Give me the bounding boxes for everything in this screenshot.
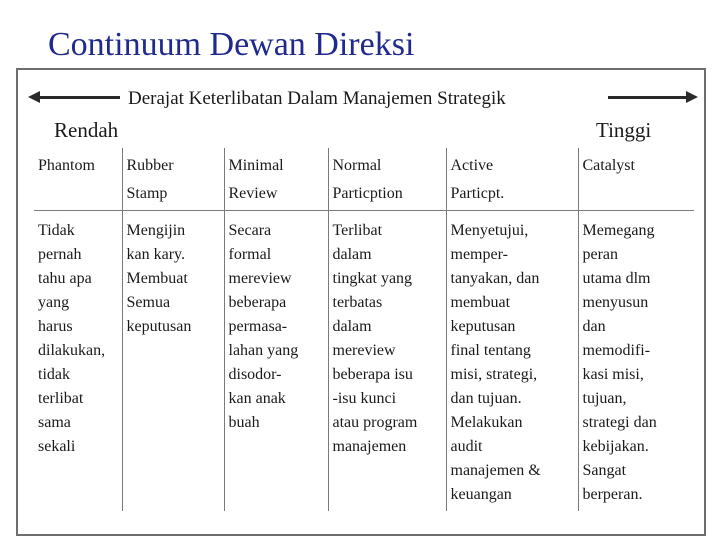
description-line: Semua	[126, 294, 171, 311]
description-line: kan anak	[228, 390, 286, 407]
column-header-line: Review	[228, 185, 278, 202]
arrow-right-line	[608, 96, 690, 99]
description-line: Tidak	[38, 222, 75, 239]
column-header-line: Particpt.	[450, 185, 505, 202]
column-header-line: Catalyst	[582, 157, 635, 174]
column-description	[328, 211, 446, 512]
description-line: dan	[582, 318, 606, 335]
description-line: tingkat yang	[332, 270, 413, 287]
description-line: manajemen	[332, 438, 407, 455]
description-line: peran	[582, 246, 619, 263]
description-line: lahan yang	[228, 342, 299, 359]
page-title: Continuum Dewan Direksi	[48, 26, 415, 63]
description-line: tanyakan, dan	[450, 270, 540, 287]
description-line: tidak	[38, 366, 70, 383]
description-line: Secara	[228, 222, 272, 239]
column-description	[122, 211, 224, 512]
description-line: Terlibat	[332, 222, 383, 239]
description-line: harus	[38, 318, 73, 335]
description-line: final tentang	[450, 342, 531, 359]
description-line: memodifi-	[582, 342, 651, 359]
description-line: keputusan	[450, 318, 516, 335]
description-line: kan kary.	[126, 246, 185, 263]
description-line: membuat	[450, 294, 511, 311]
column-header-line: Phantom	[38, 157, 95, 174]
scale-label: Derajat Keterlibatan Dalam Manajemen Strategik	[128, 88, 506, 109]
description-line: Memegang	[582, 222, 655, 239]
description-line: tujuan,	[582, 390, 627, 407]
column-description	[446, 211, 578, 512]
description-line: mereview	[332, 342, 396, 359]
description-line: dan tujuan.	[450, 390, 522, 407]
column-description	[34, 211, 122, 512]
description-line: sekali	[38, 438, 76, 455]
description-line: keuangan	[450, 486, 512, 503]
description-line: disodor-	[228, 366, 282, 383]
column-header	[578, 148, 694, 211]
column-description	[224, 211, 328, 512]
description-line: manajemen &	[450, 462, 541, 479]
description-line: audit	[450, 438, 483, 455]
description-line: Mengijin	[126, 222, 186, 239]
description-line: buah	[228, 414, 260, 431]
column-description	[578, 211, 694, 512]
description-line: dilakukan,	[38, 342, 106, 359]
description-line: -isu kunci	[332, 390, 397, 407]
description-line: terlibat	[38, 390, 84, 407]
column-header	[224, 148, 328, 211]
description-line: menyusun	[582, 294, 649, 311]
description-line: yang	[38, 294, 70, 311]
column-header	[34, 148, 122, 211]
description-line: Menyetujui,	[450, 222, 529, 239]
description-line: Melakukan	[450, 414, 523, 431]
description-line: permasa-	[228, 318, 288, 335]
column-header-line: Active	[450, 157, 494, 174]
column-header-line: Stamp	[126, 185, 168, 202]
arrow-right-icon	[686, 91, 698, 103]
description-line: beberapa	[228, 294, 287, 311]
description-line: strategi dan	[582, 414, 657, 431]
scale-high-label: Tinggi	[596, 118, 652, 142]
header-row	[34, 148, 694, 211]
description-line: formal	[228, 246, 272, 263]
arrow-left-line	[36, 96, 120, 99]
column-header-line: Particption	[332, 185, 403, 202]
description-line: Sangat	[582, 462, 627, 479]
description-line: mereview	[228, 270, 292, 287]
scale-low-label: Rendah	[54, 118, 119, 142]
description-line: pernah	[38, 246, 82, 263]
column-header-line: Minimal	[228, 157, 284, 174]
description-line: kasi misi,	[582, 366, 644, 383]
description-line: memper-	[450, 246, 508, 263]
description-line: dalam	[332, 246, 372, 263]
description-line: keputusan	[126, 318, 192, 335]
description-line: atau program	[332, 414, 418, 431]
column-header	[328, 148, 446, 211]
description-line: Membuat	[126, 270, 188, 287]
description-line: terbatas	[332, 294, 383, 311]
column-header	[122, 148, 224, 211]
description-line: kebijakan.	[582, 438, 649, 455]
column-header	[446, 148, 578, 211]
description-line: sama	[38, 414, 71, 431]
description-line: misi, strategi,	[450, 366, 538, 383]
description-line: tahu apa	[38, 270, 92, 287]
description-line: beberapa isu	[332, 366, 413, 383]
body-row	[34, 211, 694, 512]
description-line: utama dlm	[582, 270, 651, 287]
description-line: berperan.	[582, 486, 643, 503]
column-header-line: Rubber	[126, 157, 174, 174]
description-line: dalam	[332, 318, 372, 335]
column-header-line: Normal	[332, 157, 382, 174]
continuum-table	[34, 148, 694, 511]
